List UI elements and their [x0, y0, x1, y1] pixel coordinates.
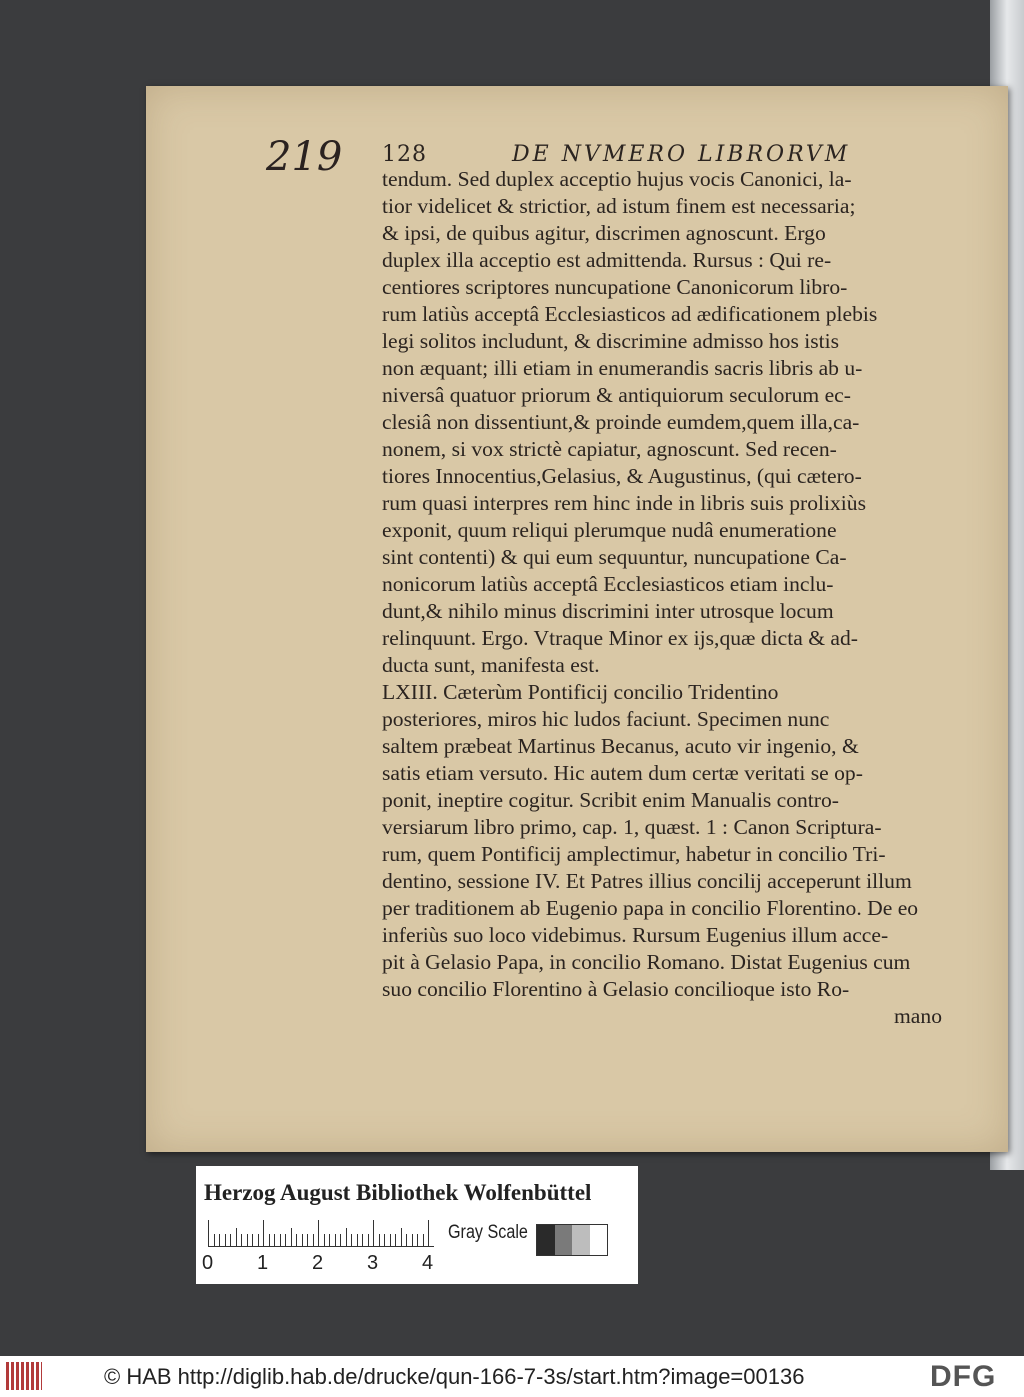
- ruler-tick: [247, 1234, 248, 1246]
- ruler-tick: [208, 1220, 209, 1246]
- text-line: pit à Gelasio Papa, in concilio Romano. Distat Eugenius cum: [382, 950, 911, 974]
- gray-swatch: [555, 1225, 573, 1255]
- dfg-logo: DFG: [930, 1360, 997, 1393]
- ruler-tick: [401, 1228, 402, 1246]
- text-line: satis etiam versuto. Hic autem dum certæ veritati se op-: [382, 761, 863, 785]
- ruler-tick: [357, 1234, 358, 1246]
- ruler: [208, 1218, 434, 1247]
- ruler-tick: [373, 1220, 374, 1246]
- text-line: ducta sunt, manifesta est.: [382, 653, 600, 677]
- ruler-tick: [236, 1228, 237, 1246]
- ruler-tick: [406, 1234, 407, 1246]
- ruler-tick: [329, 1234, 330, 1246]
- ruler-tick: [362, 1234, 363, 1246]
- text-line: rum latiùs acceptâ Ecclesiasticos ad ædificationem plebis: [382, 302, 878, 326]
- text-line: & ipsi, de quibus agitur, discrimen agnoscunt. Ergo: [382, 221, 826, 245]
- text-line: ponit, ineptire cogitur. Scribit enim Manualis contro-: [382, 788, 839, 812]
- text-line: duplex illa acceptio est admittenda. Rursus : Qui re-: [382, 248, 832, 272]
- gray-swatch: [572, 1225, 590, 1255]
- ruler-number: 2: [312, 1252, 324, 1274]
- manuscript-page-number: 219: [266, 134, 343, 180]
- hab-logo-icon: [6, 1362, 42, 1390]
- text-line: sint contenti) & qui eum sequuntur, nuncupatione Ca-: [382, 545, 847, 569]
- ruler-tick: [280, 1234, 281, 1246]
- ruler-tick: [302, 1234, 303, 1246]
- text-line: LXIII. Cæterùm Pontificij concilio Tridentino: [382, 680, 779, 704]
- gray-swatch: [537, 1225, 555, 1255]
- text-line: inferiùs suo loco videbimus. Rursum Eugenius illum acce-: [382, 923, 889, 947]
- footer-bar: [0, 1356, 1024, 1397]
- ruler-tick: [291, 1228, 292, 1246]
- ruler-tick: [351, 1234, 352, 1246]
- ruler-tick: [428, 1220, 429, 1246]
- text-line: nonem, si vox strictè capiatur, agnoscunt. Sed recen-: [382, 437, 837, 461]
- text-line: nonicorum latiùs acceptâ Ecclesiasticos etiam inclu-: [382, 572, 834, 596]
- ruler-tick: [269, 1234, 270, 1246]
- ruler-tick: [324, 1234, 325, 1246]
- text-line: versiarum libro primo, cap. 1, quæst. 1 : Canon Scriptura-: [382, 815, 882, 839]
- text-line: tior videlicet & strictior, ad istum finem est necessaria;: [382, 194, 856, 218]
- running-head: DE NVMERO LIBRORVM: [512, 142, 851, 167]
- ruler-tick: [241, 1234, 242, 1246]
- ruler-tick: [335, 1234, 336, 1246]
- ruler-number: 0: [202, 1252, 214, 1274]
- text-line: exponit, quum reliqui plerumque nudâ enumeratione: [382, 518, 837, 542]
- ruler-tick: [258, 1234, 259, 1246]
- ruler-tick: [384, 1234, 385, 1246]
- ruler-tick: [395, 1234, 396, 1246]
- ruler-tick: [340, 1234, 341, 1246]
- text-line: non æquant; illi etiam in enumerandis sacris libris ab u-: [382, 356, 863, 380]
- ruler-tick: [412, 1234, 413, 1246]
- text-line: niversâ quatuor priorum & antiquiorum seculorum ec-: [382, 383, 851, 407]
- ruler-tick: [296, 1234, 297, 1246]
- ruler-tick: [219, 1234, 220, 1246]
- catchword: mano: [894, 1004, 942, 1028]
- text-line: dunt,& nihilo minus discrimini inter utrosque locum: [382, 599, 834, 623]
- ruler-tick: [390, 1234, 391, 1246]
- ruler-number: 3: [367, 1252, 379, 1274]
- text-line: rum quasi interpres rem hinc inde in libris suis prolixiùs: [382, 491, 866, 515]
- text-line: suo concilio Florentino à Gelasio concilioque isto Ro-: [382, 977, 850, 1001]
- text-line: rum, quem Pontificij amplectimur, habetur in concilio Tri-: [382, 842, 886, 866]
- gray-scale-swatches: [536, 1224, 608, 1256]
- ruler-tick: [225, 1234, 226, 1246]
- ruler-tick: [346, 1228, 347, 1246]
- page-text: [382, 166, 942, 1030]
- text-line: clesiâ non dissentiunt,& proinde eumdem,quem illa,ca-: [382, 410, 860, 434]
- ruler-tick: [368, 1234, 369, 1246]
- ruler-tick: [230, 1234, 231, 1246]
- ruler-number: 4: [422, 1252, 434, 1274]
- text-line: per traditionem ab Eugenio papa in concilio Florentino. De eo: [382, 896, 919, 920]
- library-name: Herzog August Bibliothek Wolfenbüttel: [204, 1180, 592, 1205]
- footer-link[interactable]: © HAB http://diglib.hab.de/drucke/qun-166-7-3s/start.htm?image=00136: [104, 1364, 805, 1389]
- ruler-tick: [313, 1234, 314, 1246]
- ruler-tick: [318, 1220, 319, 1246]
- ruler-number: 1: [257, 1252, 269, 1274]
- ruler-tick: [214, 1234, 215, 1246]
- printed-page-number: 128: [382, 142, 427, 167]
- text-line: tiores Innocentius,Gelasius, & Augustinus, (qui cætero-: [382, 464, 862, 488]
- ruler-tick: [307, 1234, 308, 1246]
- text-line: saltem præbeat Martinus Becanus, acuto vir ingenio, &: [382, 734, 859, 758]
- color-calibration-bar: [196, 1166, 638, 1284]
- text-line: tendum. Sed duplex acceptio hujus vocis Canonici, la-: [382, 167, 852, 191]
- ruler-tick: [379, 1234, 380, 1246]
- text-line: posteriores, miros hic ludos faciunt. Specimen nunc: [382, 707, 830, 731]
- ruler-tick: [252, 1234, 253, 1246]
- ruler-tick: [274, 1234, 275, 1246]
- text-line: dentino, sessione IV. Et Patres illius concilij acceperunt illum: [382, 869, 912, 893]
- gray-scale-label: Gray Scale: [448, 1222, 528, 1243]
- text-line: legi solitos includunt, & discrimine admisso hos istis: [382, 329, 840, 353]
- gray-swatch: [590, 1225, 608, 1255]
- ruler-tick: [263, 1220, 264, 1246]
- text-line: centiores scriptores nuncupatione Canonicorum libro-: [382, 275, 848, 299]
- ruler-tick: [423, 1234, 424, 1246]
- ruler-tick: [285, 1234, 286, 1246]
- ruler-tick: [417, 1234, 418, 1246]
- text-line: relinquunt. Ergo. Vtraque Minor ex ijs,quæ dicta & ad-: [382, 626, 858, 650]
